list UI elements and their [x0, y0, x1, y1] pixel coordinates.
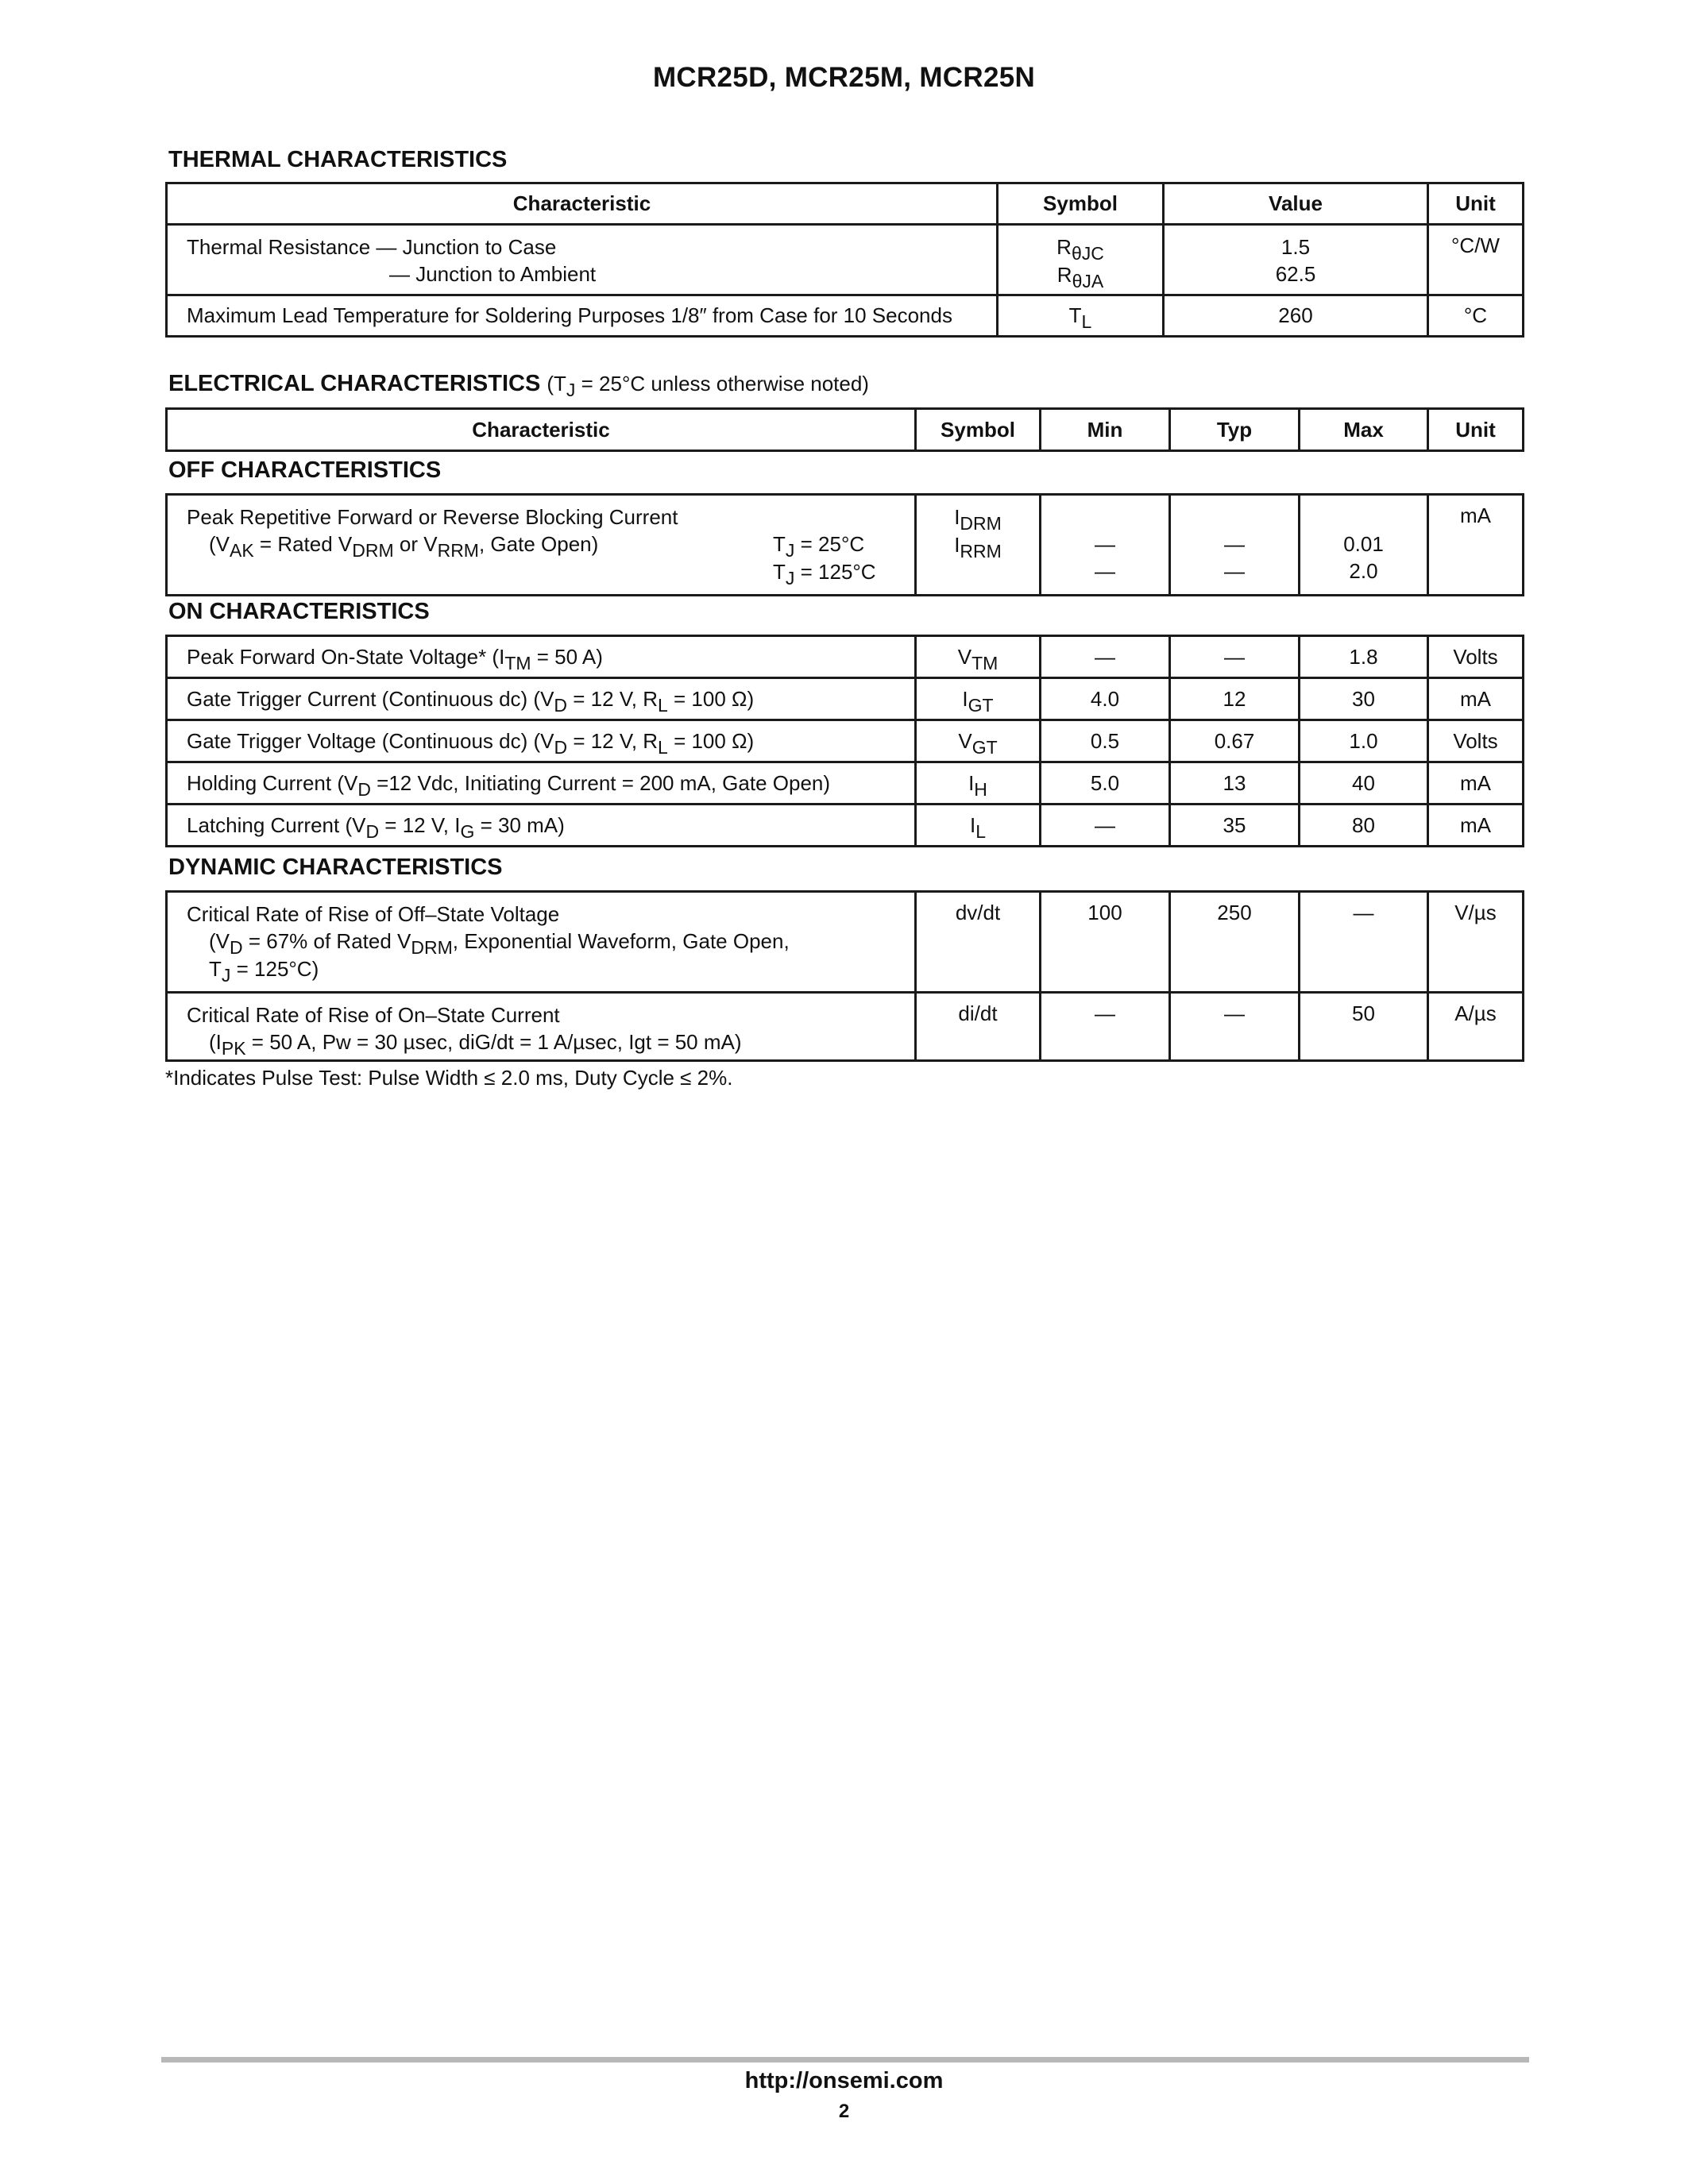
table-row [167, 805, 1524, 847]
page-title: MCR25D, MCR25M, MCR25N [652, 62, 1036, 93]
max-cell: 1.8 [1300, 636, 1428, 678]
min-cell: — — [1041, 495, 1170, 596]
max-cell: — [1300, 892, 1428, 993]
typ-cell: — [1170, 993, 1300, 1061]
unit-cell: mA [1428, 678, 1524, 720]
table-row [167, 636, 1524, 678]
col-header: Characteristic [167, 409, 916, 451]
characteristic-cell: Latching Current (VD = 12 V, IG = 30 mA) [167, 805, 916, 847]
symbol-cell: RθJC RθJA [998, 225, 1164, 295]
typ-cell: 13 [1170, 762, 1300, 805]
symbol-cell: TL [998, 295, 1164, 337]
table-row [167, 225, 1524, 295]
col-header: Unit [1428, 183, 1524, 225]
min-cell: 4.0 [1041, 678, 1170, 720]
footnote: *Indicates Pulse Test: Pulse Width ≤ 2.0 ms, Duty Cycle ≤ 2%. [165, 1066, 733, 1090]
min-cell: 5.0 [1041, 762, 1170, 805]
unit-cell: A/µs [1428, 993, 1524, 1061]
max-cell: 80 [1300, 805, 1428, 847]
unit-cell: Volts [1428, 720, 1524, 762]
characteristic-cell: Gate Trigger Current (Continuous dc) (VD = 12 V, RL = 100 Ω) [167, 678, 916, 720]
max-cell: 1.0 [1300, 720, 1428, 762]
col-header: Value [1164, 183, 1428, 225]
unit-cell: V/µs [1428, 892, 1524, 993]
value-cell: 1.5 62.5 [1164, 225, 1428, 295]
table-row [167, 993, 1524, 1061]
on-heading: ON CHARACTERISTICS [168, 599, 430, 624]
characteristic-cell: Thermal Resistance — Junction to Case — Junction to Ambient [167, 225, 998, 295]
col-header: Symbol [916, 409, 1041, 451]
unit-cell: mA [1428, 495, 1524, 596]
table-header-row [167, 409, 1524, 451]
table-row [167, 678, 1524, 720]
col-header: Characteristic [167, 183, 998, 225]
characteristic-cell: Critical Rate of Rise of Off–State Voltage (VD = 67% of Rated VDRM, Exponential Waveform, Gate Open, TJ = 125°C) [167, 892, 916, 993]
typ-cell: — — [1170, 495, 1300, 596]
page-number: 2 [838, 2101, 850, 2122]
electrical-heading: ELECTRICAL CHARACTERISTICS (TJ = 25°C unless otherwise noted) [168, 371, 869, 400]
symbol-cell: VTM [916, 636, 1041, 678]
symbol-cell: di/dt [916, 993, 1041, 1061]
characteristic-cell: Gate Trigger Voltage (Continuous dc) (VD = 12 V, RL = 100 Ω) [167, 720, 916, 762]
min-cell: 0.5 [1041, 720, 1170, 762]
unit-cell: mA [1428, 762, 1524, 805]
typ-cell: 250 [1170, 892, 1300, 993]
max-cell: 40 [1300, 762, 1428, 805]
col-header: Unit [1428, 409, 1524, 451]
characteristic-cell: Peak Repetitive Forward or Reverse Blocking Current (VAK = Rated VDRM or VRRM, Gate Open) TJ = 25°C TJ = 125°C [167, 495, 916, 596]
thermal-table [165, 182, 1524, 338]
symbol-cell: IGT [916, 678, 1041, 720]
symbol-cell: IDRM IRRM [916, 495, 1041, 596]
footer-url[interactable]: http://onsemi.com [744, 2068, 944, 2093]
table-row [167, 762, 1524, 805]
dynamic-heading: DYNAMIC CHARACTERISTICS [168, 855, 503, 880]
typ-cell: — [1170, 636, 1300, 678]
unit-cell: °C/W [1428, 225, 1524, 295]
symbol-cell: IH [916, 762, 1041, 805]
table-row [167, 295, 1524, 337]
col-header: Typ [1170, 409, 1300, 451]
min-cell: 100 [1041, 892, 1170, 993]
unit-cell: mA [1428, 805, 1524, 847]
col-header: Max [1300, 409, 1428, 451]
min-cell: — [1041, 993, 1170, 1061]
symbol-cell: IL [916, 805, 1041, 847]
characteristic-cell: Holding Current (VD =12 Vdc, Initiating Current = 200 mA, Gate Open) [167, 762, 916, 805]
max-cell: 30 [1300, 678, 1428, 720]
table-row [167, 720, 1524, 762]
min-cell: — [1041, 805, 1170, 847]
footer-divider [161, 2057, 1529, 2062]
characteristic-cell: Critical Rate of Rise of On–State Current (IPK = 50 A, Pw = 30 µsec, diG/dt = 1 A/µsec, Igt = 50 mA) [167, 993, 916, 1061]
col-header: Min [1041, 409, 1170, 451]
on-table [165, 635, 1524, 847]
thermal-heading: THERMAL CHARACTERISTICS [168, 147, 508, 172]
col-header: Symbol [998, 183, 1164, 225]
max-cell: 0.01 2.0 [1300, 495, 1428, 596]
table-row [167, 495, 1524, 596]
off-heading: OFF CHARACTERISTICS [168, 457, 442, 483]
table-header-row [167, 183, 1524, 225]
min-cell: — [1041, 636, 1170, 678]
dynamic-table [165, 890, 1524, 1062]
electrical-note: (TJ = 25°C unless otherwise noted) [547, 372, 869, 400]
typ-cell: 0.67 [1170, 720, 1300, 762]
value-cell: 260 [1164, 295, 1428, 337]
symbol-cell: VGT [916, 720, 1041, 762]
table-row [167, 892, 1524, 993]
max-cell: 50 [1300, 993, 1428, 1061]
electrical-header-table [165, 407, 1524, 452]
unit-cell: Volts [1428, 636, 1524, 678]
typ-cell: 12 [1170, 678, 1300, 720]
symbol-cell: dv/dt [916, 892, 1041, 993]
unit-cell: °C [1428, 295, 1524, 337]
characteristic-cell: Peak Forward On-State Voltage* (ITM = 50 A) [167, 636, 916, 678]
temperature-conditions: TJ = 25°C TJ = 125°C [773, 532, 876, 588]
typ-cell: 35 [1170, 805, 1300, 847]
off-table [165, 493, 1524, 596]
characteristic-cell: Maximum Lead Temperature for Soldering Purposes 1/8″ from Case for 10 Seconds [167, 295, 998, 337]
